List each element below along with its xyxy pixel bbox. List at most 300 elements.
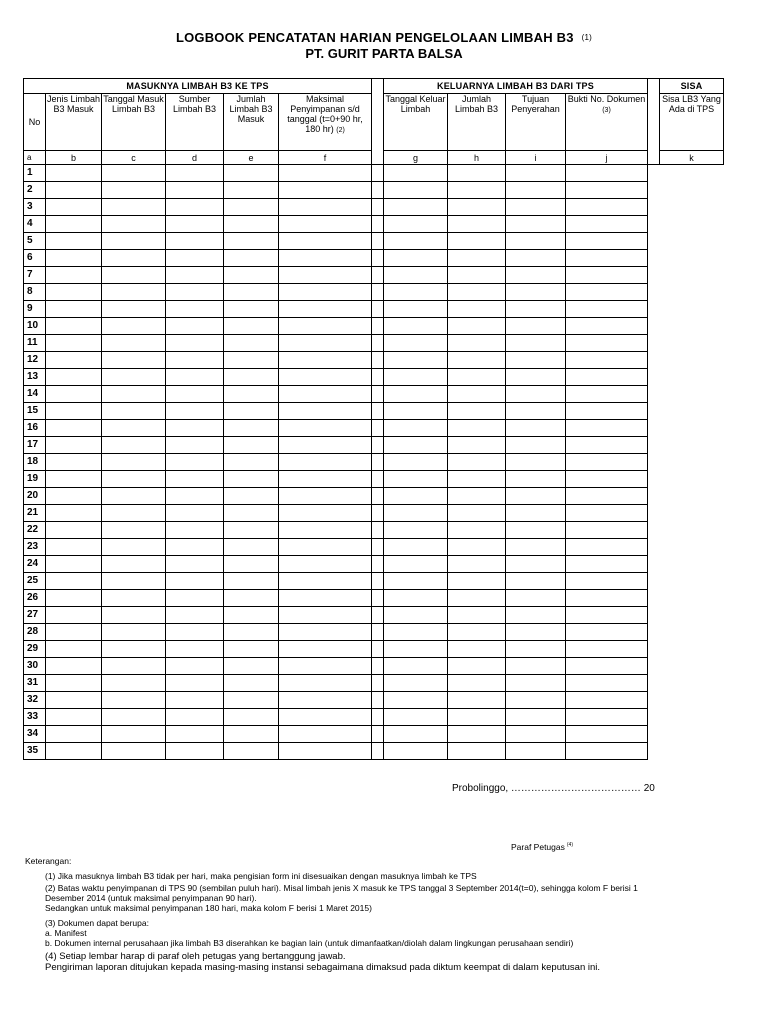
entry-cell-i[interactable] bbox=[448, 352, 506, 369]
entry-cell-g[interactable] bbox=[372, 590, 384, 607]
entry-cell-i[interactable] bbox=[448, 743, 506, 760]
entry-cell-k[interactable] bbox=[566, 743, 648, 760]
entry-cell-j[interactable] bbox=[506, 216, 566, 233]
entry-cell-i[interactable] bbox=[448, 284, 506, 301]
entry-cell-i[interactable] bbox=[448, 522, 506, 539]
entry-cell-i[interactable] bbox=[448, 403, 506, 420]
entry-cell-i[interactable] bbox=[448, 386, 506, 403]
entry-cell-e[interactable] bbox=[224, 335, 279, 352]
entry-cell-h[interactable] bbox=[384, 556, 448, 573]
entry-cell-b[interactable] bbox=[46, 284, 102, 301]
entry-cell-g[interactable] bbox=[372, 624, 384, 641]
entry-cell-g[interactable] bbox=[372, 454, 384, 471]
entry-cell-d[interactable] bbox=[166, 165, 224, 182]
entry-cell-g[interactable] bbox=[372, 743, 384, 760]
entry-cell-c[interactable] bbox=[102, 267, 166, 284]
entry-cell-i[interactable] bbox=[448, 233, 506, 250]
entry-cell-h[interactable] bbox=[384, 335, 448, 352]
entry-cell-g[interactable] bbox=[372, 182, 384, 199]
entry-cell-g[interactable] bbox=[372, 726, 384, 743]
entry-cell-e[interactable] bbox=[224, 539, 279, 556]
entry-cell-e[interactable] bbox=[224, 199, 279, 216]
entry-cell-h[interactable] bbox=[384, 420, 448, 437]
entry-cell-k[interactable] bbox=[566, 403, 648, 420]
entry-cell-g[interactable] bbox=[372, 165, 384, 182]
entry-cell-b[interactable] bbox=[46, 318, 102, 335]
entry-cell-k[interactable] bbox=[566, 692, 648, 709]
entry-cell-j[interactable] bbox=[506, 284, 566, 301]
entry-cell-h[interactable] bbox=[384, 318, 448, 335]
entry-cell-k[interactable] bbox=[566, 301, 648, 318]
entry-cell-d[interactable] bbox=[166, 743, 224, 760]
entry-cell-c[interactable] bbox=[102, 437, 166, 454]
entry-cell-g[interactable] bbox=[372, 692, 384, 709]
entry-cell-k[interactable] bbox=[566, 267, 648, 284]
entry-cell-g[interactable] bbox=[372, 386, 384, 403]
entry-cell-k[interactable] bbox=[566, 369, 648, 386]
entry-cell-c[interactable] bbox=[102, 454, 166, 471]
entry-cell-h[interactable] bbox=[384, 267, 448, 284]
entry-cell-e[interactable] bbox=[224, 250, 279, 267]
entry-cell-h[interactable] bbox=[384, 658, 448, 675]
entry-cell-d[interactable] bbox=[166, 692, 224, 709]
entry-cell-e[interactable] bbox=[224, 590, 279, 607]
entry-cell-i[interactable] bbox=[448, 454, 506, 471]
entry-cell-k[interactable] bbox=[566, 454, 648, 471]
entry-cell-g[interactable] bbox=[372, 216, 384, 233]
entry-cell-i[interactable] bbox=[448, 607, 506, 624]
entry-cell-d[interactable] bbox=[166, 709, 224, 726]
entry-cell-h[interactable] bbox=[384, 454, 448, 471]
entry-cell-e[interactable] bbox=[224, 369, 279, 386]
entry-cell-d[interactable] bbox=[166, 488, 224, 505]
entry-cell-b[interactable] bbox=[46, 182, 102, 199]
entry-cell-g[interactable] bbox=[372, 641, 384, 658]
entry-cell-f[interactable] bbox=[279, 573, 372, 590]
entry-cell-j[interactable] bbox=[506, 437, 566, 454]
entry-cell-e[interactable] bbox=[224, 692, 279, 709]
entry-cell-k[interactable] bbox=[566, 165, 648, 182]
entry-cell-b[interactable] bbox=[46, 573, 102, 590]
entry-cell-d[interactable] bbox=[166, 641, 224, 658]
entry-cell-b[interactable] bbox=[46, 386, 102, 403]
entry-cell-e[interactable] bbox=[224, 454, 279, 471]
entry-cell-k[interactable] bbox=[566, 420, 648, 437]
entry-cell-f[interactable] bbox=[279, 556, 372, 573]
entry-cell-f[interactable] bbox=[279, 403, 372, 420]
entry-cell-k[interactable] bbox=[566, 624, 648, 641]
entry-cell-b[interactable] bbox=[46, 471, 102, 488]
entry-cell-h[interactable] bbox=[384, 369, 448, 386]
entry-cell-f[interactable] bbox=[279, 216, 372, 233]
entry-cell-d[interactable] bbox=[166, 624, 224, 641]
entry-cell-g[interactable] bbox=[372, 471, 384, 488]
entry-cell-b[interactable] bbox=[46, 199, 102, 216]
entry-cell-c[interactable] bbox=[102, 607, 166, 624]
entry-cell-e[interactable] bbox=[224, 522, 279, 539]
entry-cell-i[interactable] bbox=[448, 335, 506, 352]
entry-cell-i[interactable] bbox=[448, 199, 506, 216]
entry-cell-c[interactable] bbox=[102, 505, 166, 522]
entry-cell-j[interactable] bbox=[506, 335, 566, 352]
entry-cell-k[interactable] bbox=[566, 726, 648, 743]
entry-cell-d[interactable] bbox=[166, 403, 224, 420]
entry-cell-i[interactable] bbox=[448, 488, 506, 505]
entry-cell-c[interactable] bbox=[102, 335, 166, 352]
entry-cell-c[interactable] bbox=[102, 556, 166, 573]
entry-cell-d[interactable] bbox=[166, 607, 224, 624]
entry-cell-d[interactable] bbox=[166, 420, 224, 437]
entry-cell-e[interactable] bbox=[224, 403, 279, 420]
entry-cell-i[interactable] bbox=[448, 590, 506, 607]
entry-cell-e[interactable] bbox=[224, 641, 279, 658]
entry-cell-c[interactable] bbox=[102, 165, 166, 182]
entry-cell-g[interactable] bbox=[372, 318, 384, 335]
entry-cell-j[interactable] bbox=[506, 573, 566, 590]
entry-cell-f[interactable] bbox=[279, 420, 372, 437]
entry-cell-h[interactable] bbox=[384, 505, 448, 522]
entry-cell-g[interactable] bbox=[372, 301, 384, 318]
entry-cell-h[interactable] bbox=[384, 675, 448, 692]
entry-cell-j[interactable] bbox=[506, 199, 566, 216]
entry-cell-j[interactable] bbox=[506, 607, 566, 624]
entry-cell-e[interactable] bbox=[224, 505, 279, 522]
entry-cell-d[interactable] bbox=[166, 590, 224, 607]
entry-cell-e[interactable] bbox=[224, 216, 279, 233]
entry-cell-g[interactable] bbox=[372, 522, 384, 539]
entry-cell-e[interactable] bbox=[224, 165, 279, 182]
entry-cell-j[interactable] bbox=[506, 675, 566, 692]
entry-cell-h[interactable] bbox=[384, 522, 448, 539]
entry-cell-c[interactable] bbox=[102, 675, 166, 692]
entry-cell-h[interactable] bbox=[384, 199, 448, 216]
entry-cell-e[interactable] bbox=[224, 420, 279, 437]
entry-cell-k[interactable] bbox=[566, 182, 648, 199]
entry-cell-i[interactable] bbox=[448, 556, 506, 573]
entry-cell-d[interactable] bbox=[166, 505, 224, 522]
entry-cell-b[interactable] bbox=[46, 301, 102, 318]
entry-cell-g[interactable] bbox=[372, 488, 384, 505]
entry-cell-j[interactable] bbox=[506, 386, 566, 403]
entry-cell-d[interactable] bbox=[166, 454, 224, 471]
entry-cell-k[interactable] bbox=[566, 437, 648, 454]
entry-cell-f[interactable] bbox=[279, 658, 372, 675]
entry-cell-k[interactable] bbox=[566, 556, 648, 573]
entry-cell-b[interactable] bbox=[46, 505, 102, 522]
entry-cell-b[interactable] bbox=[46, 352, 102, 369]
entry-cell-f[interactable] bbox=[279, 590, 372, 607]
entry-cell-h[interactable] bbox=[384, 233, 448, 250]
entry-cell-d[interactable] bbox=[166, 216, 224, 233]
entry-cell-f[interactable] bbox=[279, 488, 372, 505]
entry-cell-e[interactable] bbox=[224, 556, 279, 573]
entry-cell-k[interactable] bbox=[566, 590, 648, 607]
entry-cell-h[interactable] bbox=[384, 692, 448, 709]
entry-cell-e[interactable] bbox=[224, 301, 279, 318]
entry-cell-b[interactable] bbox=[46, 335, 102, 352]
entry-cell-k[interactable] bbox=[566, 318, 648, 335]
entry-cell-b[interactable] bbox=[46, 641, 102, 658]
entry-cell-i[interactable] bbox=[448, 318, 506, 335]
entry-cell-g[interactable] bbox=[372, 709, 384, 726]
entry-cell-h[interactable] bbox=[384, 301, 448, 318]
entry-cell-k[interactable] bbox=[566, 199, 648, 216]
entry-cell-g[interactable] bbox=[372, 607, 384, 624]
entry-cell-c[interactable] bbox=[102, 658, 166, 675]
entry-cell-j[interactable] bbox=[506, 522, 566, 539]
entry-cell-b[interactable] bbox=[46, 165, 102, 182]
entry-cell-k[interactable] bbox=[566, 233, 648, 250]
entry-cell-c[interactable] bbox=[102, 233, 166, 250]
entry-cell-i[interactable] bbox=[448, 369, 506, 386]
entry-cell-c[interactable] bbox=[102, 641, 166, 658]
entry-cell-c[interactable] bbox=[102, 216, 166, 233]
entry-cell-c[interactable] bbox=[102, 471, 166, 488]
entry-cell-i[interactable] bbox=[448, 165, 506, 182]
entry-cell-c[interactable] bbox=[102, 403, 166, 420]
entry-cell-c[interactable] bbox=[102, 369, 166, 386]
entry-cell-j[interactable] bbox=[506, 182, 566, 199]
entry-cell-j[interactable] bbox=[506, 471, 566, 488]
entry-cell-b[interactable] bbox=[46, 539, 102, 556]
entry-cell-h[interactable] bbox=[384, 182, 448, 199]
entry-cell-f[interactable] bbox=[279, 318, 372, 335]
entry-cell-e[interactable] bbox=[224, 573, 279, 590]
entry-cell-b[interactable] bbox=[46, 403, 102, 420]
entry-cell-f[interactable] bbox=[279, 607, 372, 624]
entry-cell-k[interactable] bbox=[566, 386, 648, 403]
entry-cell-d[interactable] bbox=[166, 539, 224, 556]
entry-cell-j[interactable] bbox=[506, 301, 566, 318]
entry-cell-h[interactable] bbox=[384, 624, 448, 641]
entry-cell-h[interactable] bbox=[384, 165, 448, 182]
entry-cell-k[interactable] bbox=[566, 641, 648, 658]
entry-cell-f[interactable] bbox=[279, 505, 372, 522]
entry-cell-h[interactable] bbox=[384, 471, 448, 488]
entry-cell-g[interactable] bbox=[372, 369, 384, 386]
entry-cell-h[interactable] bbox=[384, 726, 448, 743]
entry-cell-d[interactable] bbox=[166, 369, 224, 386]
entry-cell-i[interactable] bbox=[448, 726, 506, 743]
entry-cell-g[interactable] bbox=[372, 250, 384, 267]
entry-cell-b[interactable] bbox=[46, 607, 102, 624]
entry-cell-i[interactable] bbox=[448, 182, 506, 199]
entry-cell-k[interactable] bbox=[566, 284, 648, 301]
entry-cell-b[interactable] bbox=[46, 522, 102, 539]
entry-cell-d[interactable] bbox=[166, 556, 224, 573]
entry-cell-f[interactable] bbox=[279, 709, 372, 726]
entry-cell-k[interactable] bbox=[566, 216, 648, 233]
entry-cell-g[interactable] bbox=[372, 233, 384, 250]
entry-cell-c[interactable] bbox=[102, 284, 166, 301]
entry-cell-e[interactable] bbox=[224, 675, 279, 692]
entry-cell-b[interactable] bbox=[46, 692, 102, 709]
entry-cell-d[interactable] bbox=[166, 267, 224, 284]
entry-cell-j[interactable] bbox=[506, 488, 566, 505]
entry-cell-d[interactable] bbox=[166, 386, 224, 403]
entry-cell-j[interactable] bbox=[506, 250, 566, 267]
entry-cell-k[interactable] bbox=[566, 471, 648, 488]
entry-cell-g[interactable] bbox=[372, 658, 384, 675]
entry-cell-e[interactable] bbox=[224, 488, 279, 505]
entry-cell-j[interactable] bbox=[506, 352, 566, 369]
entry-cell-h[interactable] bbox=[384, 216, 448, 233]
entry-cell-i[interactable] bbox=[448, 709, 506, 726]
entry-cell-h[interactable] bbox=[384, 403, 448, 420]
entry-cell-h[interactable] bbox=[384, 590, 448, 607]
entry-cell-k[interactable] bbox=[566, 250, 648, 267]
entry-cell-j[interactable] bbox=[506, 590, 566, 607]
entry-cell-c[interactable] bbox=[102, 386, 166, 403]
entry-cell-e[interactable] bbox=[224, 624, 279, 641]
entry-cell-b[interactable] bbox=[46, 556, 102, 573]
entry-cell-g[interactable] bbox=[372, 437, 384, 454]
entry-cell-e[interactable] bbox=[224, 284, 279, 301]
entry-cell-f[interactable] bbox=[279, 369, 372, 386]
entry-cell-d[interactable] bbox=[166, 335, 224, 352]
entry-cell-g[interactable] bbox=[372, 556, 384, 573]
entry-cell-f[interactable] bbox=[279, 471, 372, 488]
entry-cell-j[interactable] bbox=[506, 233, 566, 250]
entry-cell-i[interactable] bbox=[448, 539, 506, 556]
entry-cell-g[interactable] bbox=[372, 675, 384, 692]
entry-cell-f[interactable] bbox=[279, 250, 372, 267]
entry-cell-i[interactable] bbox=[448, 505, 506, 522]
entry-cell-c[interactable] bbox=[102, 182, 166, 199]
entry-cell-i[interactable] bbox=[448, 437, 506, 454]
entry-cell-b[interactable] bbox=[46, 658, 102, 675]
entry-cell-c[interactable] bbox=[102, 692, 166, 709]
entry-cell-c[interactable] bbox=[102, 573, 166, 590]
entry-cell-k[interactable] bbox=[566, 658, 648, 675]
entry-cell-b[interactable] bbox=[46, 454, 102, 471]
entry-cell-i[interactable] bbox=[448, 301, 506, 318]
entry-cell-d[interactable] bbox=[166, 284, 224, 301]
entry-cell-g[interactable] bbox=[372, 335, 384, 352]
entry-cell-h[interactable] bbox=[384, 641, 448, 658]
entry-cell-k[interactable] bbox=[566, 352, 648, 369]
entry-cell-e[interactable] bbox=[224, 437, 279, 454]
entry-cell-e[interactable] bbox=[224, 471, 279, 488]
entry-cell-j[interactable] bbox=[506, 267, 566, 284]
entry-cell-d[interactable] bbox=[166, 437, 224, 454]
entry-cell-e[interactable] bbox=[224, 233, 279, 250]
entry-cell-j[interactable] bbox=[506, 403, 566, 420]
entry-cell-c[interactable] bbox=[102, 590, 166, 607]
entry-cell-c[interactable] bbox=[102, 318, 166, 335]
entry-cell-e[interactable] bbox=[224, 182, 279, 199]
entry-cell-j[interactable] bbox=[506, 641, 566, 658]
entry-cell-f[interactable] bbox=[279, 624, 372, 641]
entry-cell-c[interactable] bbox=[102, 743, 166, 760]
entry-cell-c[interactable] bbox=[102, 522, 166, 539]
entry-cell-c[interactable] bbox=[102, 539, 166, 556]
entry-cell-k[interactable] bbox=[566, 539, 648, 556]
entry-cell-f[interactable] bbox=[279, 267, 372, 284]
entry-cell-b[interactable] bbox=[46, 267, 102, 284]
entry-cell-c[interactable] bbox=[102, 301, 166, 318]
entry-cell-b[interactable] bbox=[46, 624, 102, 641]
entry-cell-b[interactable] bbox=[46, 233, 102, 250]
entry-cell-f[interactable] bbox=[279, 522, 372, 539]
entry-cell-h[interactable] bbox=[384, 488, 448, 505]
entry-cell-j[interactable] bbox=[506, 709, 566, 726]
entry-cell-e[interactable] bbox=[224, 709, 279, 726]
entry-cell-i[interactable] bbox=[448, 658, 506, 675]
entry-cell-j[interactable] bbox=[506, 556, 566, 573]
entry-cell-f[interactable] bbox=[279, 199, 372, 216]
entry-cell-g[interactable] bbox=[372, 352, 384, 369]
entry-cell-d[interactable] bbox=[166, 199, 224, 216]
entry-cell-k[interactable] bbox=[566, 488, 648, 505]
entry-cell-i[interactable] bbox=[448, 471, 506, 488]
entry-cell-f[interactable] bbox=[279, 182, 372, 199]
entry-cell-i[interactable] bbox=[448, 573, 506, 590]
entry-cell-c[interactable] bbox=[102, 709, 166, 726]
entry-cell-g[interactable] bbox=[372, 267, 384, 284]
entry-cell-e[interactable] bbox=[224, 386, 279, 403]
entry-cell-e[interactable] bbox=[224, 318, 279, 335]
entry-cell-k[interactable] bbox=[566, 709, 648, 726]
entry-cell-d[interactable] bbox=[166, 301, 224, 318]
entry-cell-j[interactable] bbox=[506, 420, 566, 437]
entry-cell-e[interactable] bbox=[224, 352, 279, 369]
entry-cell-j[interactable] bbox=[506, 658, 566, 675]
entry-cell-j[interactable] bbox=[506, 539, 566, 556]
entry-cell-c[interactable] bbox=[102, 488, 166, 505]
entry-cell-k[interactable] bbox=[566, 522, 648, 539]
entry-cell-i[interactable] bbox=[448, 420, 506, 437]
entry-cell-g[interactable] bbox=[372, 420, 384, 437]
entry-cell-e[interactable] bbox=[224, 658, 279, 675]
entry-cell-b[interactable] bbox=[46, 216, 102, 233]
entry-cell-i[interactable] bbox=[448, 250, 506, 267]
entry-cell-e[interactable] bbox=[224, 726, 279, 743]
entry-cell-d[interactable] bbox=[166, 233, 224, 250]
entry-cell-k[interactable] bbox=[566, 675, 648, 692]
entry-cell-f[interactable] bbox=[279, 539, 372, 556]
entry-cell-i[interactable] bbox=[448, 216, 506, 233]
entry-cell-e[interactable] bbox=[224, 743, 279, 760]
entry-cell-j[interactable] bbox=[506, 318, 566, 335]
entry-cell-i[interactable] bbox=[448, 624, 506, 641]
entry-cell-b[interactable] bbox=[46, 488, 102, 505]
entry-cell-c[interactable] bbox=[102, 352, 166, 369]
entry-cell-b[interactable] bbox=[46, 590, 102, 607]
entry-cell-c[interactable] bbox=[102, 726, 166, 743]
entry-cell-h[interactable] bbox=[384, 284, 448, 301]
entry-cell-j[interactable] bbox=[506, 624, 566, 641]
entry-cell-g[interactable] bbox=[372, 505, 384, 522]
entry-cell-h[interactable] bbox=[384, 607, 448, 624]
entry-cell-d[interactable] bbox=[166, 658, 224, 675]
entry-cell-f[interactable] bbox=[279, 726, 372, 743]
entry-cell-d[interactable] bbox=[166, 471, 224, 488]
entry-cell-g[interactable] bbox=[372, 403, 384, 420]
entry-cell-j[interactable] bbox=[506, 743, 566, 760]
entry-cell-f[interactable] bbox=[279, 284, 372, 301]
entry-cell-d[interactable] bbox=[166, 318, 224, 335]
entry-cell-f[interactable] bbox=[279, 165, 372, 182]
entry-cell-f[interactable] bbox=[279, 692, 372, 709]
entry-cell-h[interactable] bbox=[384, 573, 448, 590]
entry-cell-d[interactable] bbox=[166, 675, 224, 692]
entry-cell-c[interactable] bbox=[102, 420, 166, 437]
entry-cell-i[interactable] bbox=[448, 692, 506, 709]
entry-cell-j[interactable] bbox=[506, 505, 566, 522]
entry-cell-c[interactable] bbox=[102, 624, 166, 641]
entry-cell-h[interactable] bbox=[384, 437, 448, 454]
